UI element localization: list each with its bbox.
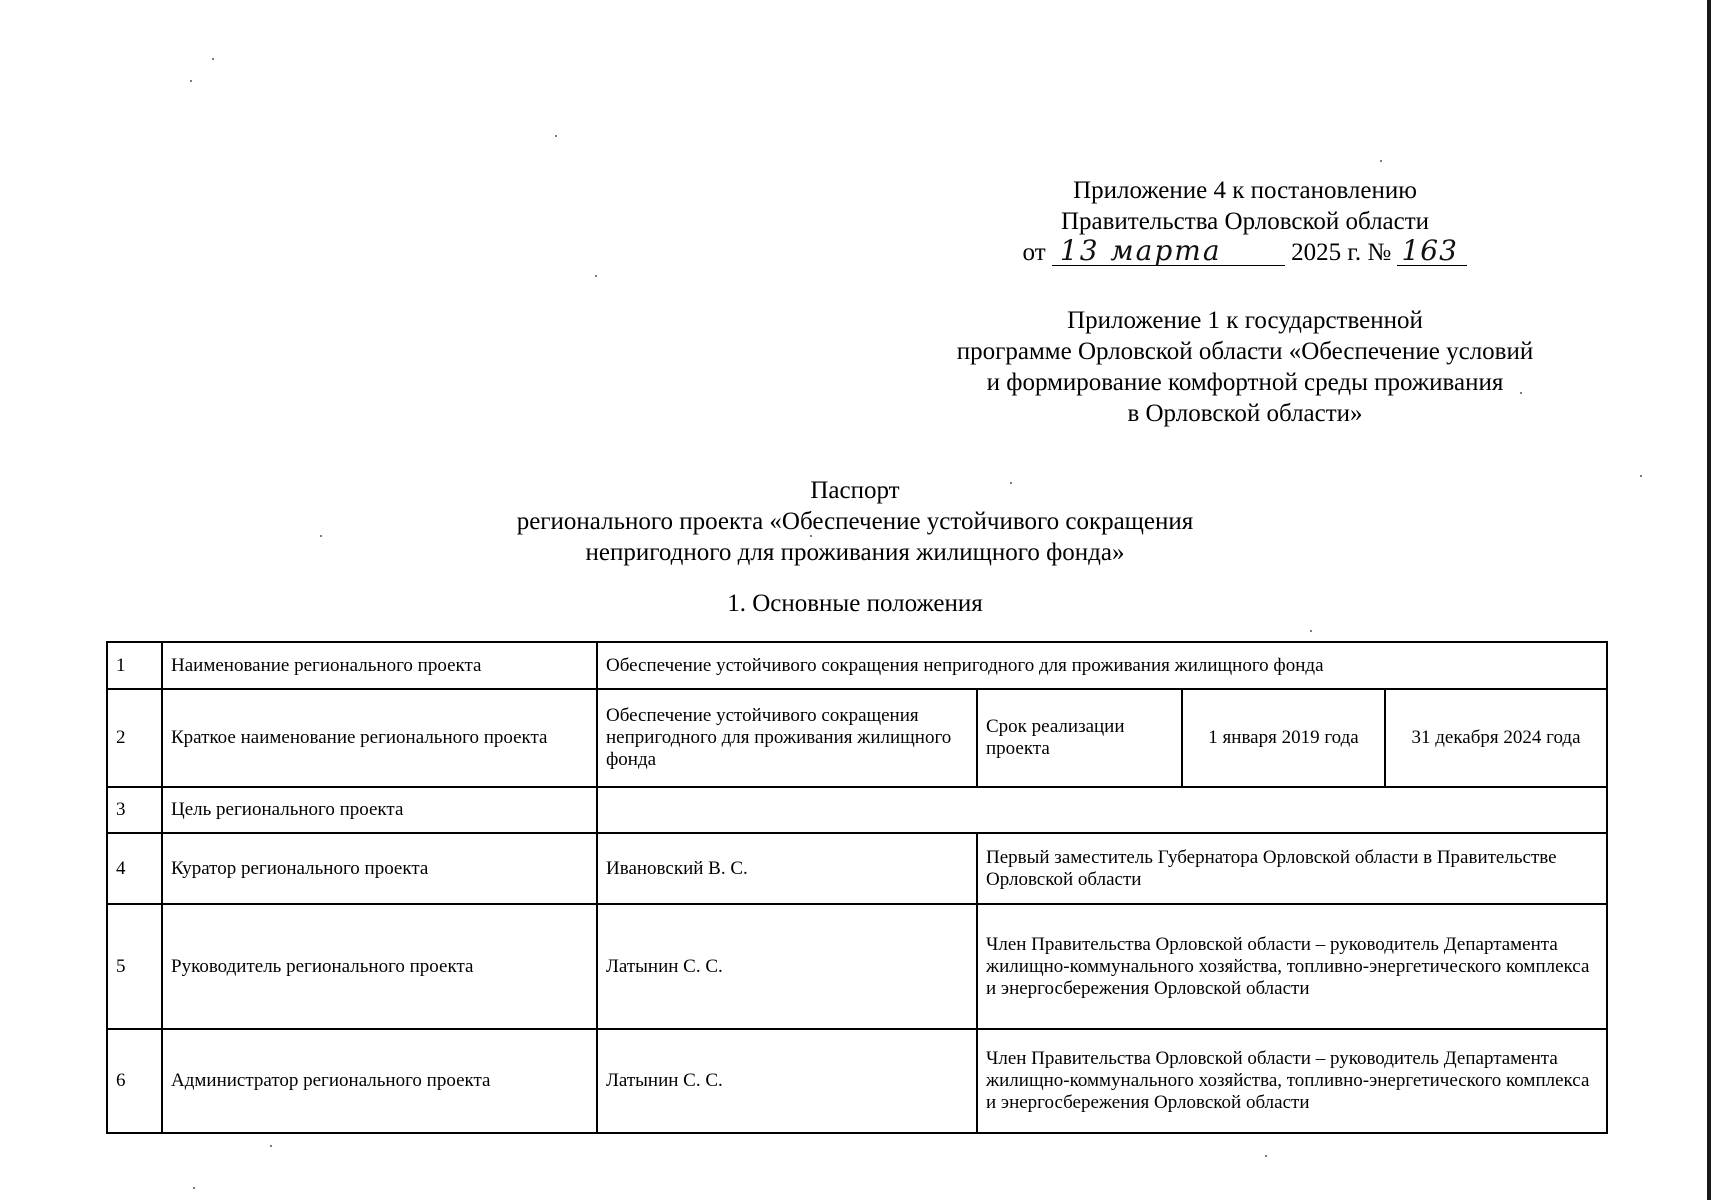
- row-label: Куратор регионального проекта: [162, 833, 597, 904]
- scan-speck: [193, 1187, 195, 1189]
- section-title: 1. Основные положения: [727, 590, 983, 617]
- row-position: Первый заместитель Губернатора Орловской области в Правительстве Орловской области: [977, 833, 1607, 904]
- row-number: 4: [107, 833, 162, 904]
- row-person: Латынин С. С.: [597, 904, 977, 1029]
- passport-title: Паспорт: [810, 477, 900, 504]
- table-row: [107, 689, 1607, 787]
- row-number: 6: [107, 1029, 162, 1133]
- row-number: 2: [107, 689, 162, 787]
- appendix-4-line2: Правительства Орловской области: [1060, 208, 1430, 235]
- date-prefix: от: [1022, 239, 1046, 266]
- scan-speck: [212, 58, 214, 60]
- row-value: Обеспечение устойчивого сокращения непригодного для проживания жилищного фонда: [597, 689, 977, 787]
- row-label: Руководитель регионального проекта: [162, 904, 597, 1029]
- scan-speck: [810, 535, 812, 537]
- table-row: [107, 1029, 1607, 1133]
- scan-speck: [595, 275, 597, 277]
- appendix-4-header: [940, 175, 1550, 268]
- appendix-1-line3: и формирование комфортной среды проживания: [986, 369, 1504, 396]
- main-provisions-table: [106, 641, 1608, 1134]
- row-number: 5: [107, 904, 162, 1029]
- decree-date-line: [940, 234, 1550, 268]
- appendix-1-line1: Приложение 1 к государственной: [1067, 307, 1423, 334]
- scan-speck: [1010, 482, 1012, 484]
- row-number: 1: [107, 642, 162, 689]
- scan-speck: [190, 80, 192, 82]
- scan-speck: [1520, 392, 1522, 394]
- table-row: [107, 904, 1607, 1029]
- scan-speck: [270, 1145, 272, 1147]
- row-value: [597, 787, 1607, 833]
- year-text: 2025 г. №: [1291, 239, 1392, 266]
- passport-title-block: [470, 475, 1240, 568]
- table-row: [107, 787, 1607, 833]
- period-end: 31 декабря 2024 года: [1385, 689, 1607, 787]
- handwritten-date: 13 марта: [1052, 237, 1285, 266]
- row-person: Ивановский В. С.: [597, 833, 977, 904]
- period-label: Срок реализации проекта: [977, 689, 1182, 787]
- row-label: Цель регионального проекта: [162, 787, 597, 833]
- scan-speck: [320, 535, 322, 537]
- appendix-1-line2: программе Орловской области «Обеспечение условий: [956, 338, 1534, 365]
- row-position: Член Правительства Орловской области – руководитель Департамента жилищно-коммунального хозяйства, топливно-энергетического комплекса и энергосбережения Орловской области: [977, 1029, 1607, 1133]
- row-person: Латынин С. С.: [597, 1029, 977, 1133]
- passport-subtitle-1: регионального проекта «Обеспечение устойчивого сокращения: [516, 508, 1194, 535]
- table-row: [107, 642, 1607, 689]
- scan-speck: [1265, 1155, 1267, 1157]
- scan-edge: [1707, 0, 1711, 1200]
- scan-speck: [1380, 160, 1382, 162]
- table-row: [107, 833, 1607, 904]
- row-label: Администратор регионального проекта: [162, 1029, 597, 1133]
- row-value: Обеспечение устойчивого сокращения непригодного для проживания жилищного фонда: [597, 642, 1607, 689]
- appendix-1-header: [890, 305, 1600, 429]
- scan-speck: [1310, 630, 1312, 632]
- row-label: Краткое наименование регионального проекта: [162, 689, 597, 787]
- appendix-4-line1: Приложение 4 к постановлению: [1073, 177, 1417, 204]
- scan-speck: [555, 135, 557, 137]
- scan-speck: [1640, 475, 1642, 477]
- period-start: 1 января 2019 года: [1182, 689, 1385, 787]
- row-label: Наименование регионального проекта: [162, 642, 597, 689]
- appendix-1-line4: в Орловской области»: [1127, 400, 1363, 427]
- row-number: 3: [107, 787, 162, 833]
- passport-subtitle-2: непригодного для проживания жилищного фонда»: [585, 539, 1125, 566]
- handwritten-number: 163: [1397, 237, 1467, 266]
- row-position: Член Правительства Орловской области – руководитель Департамента жилищно-коммунального хозяйства, топливно-энергетического комплекса и энергосбережения Орловской области: [977, 904, 1607, 1029]
